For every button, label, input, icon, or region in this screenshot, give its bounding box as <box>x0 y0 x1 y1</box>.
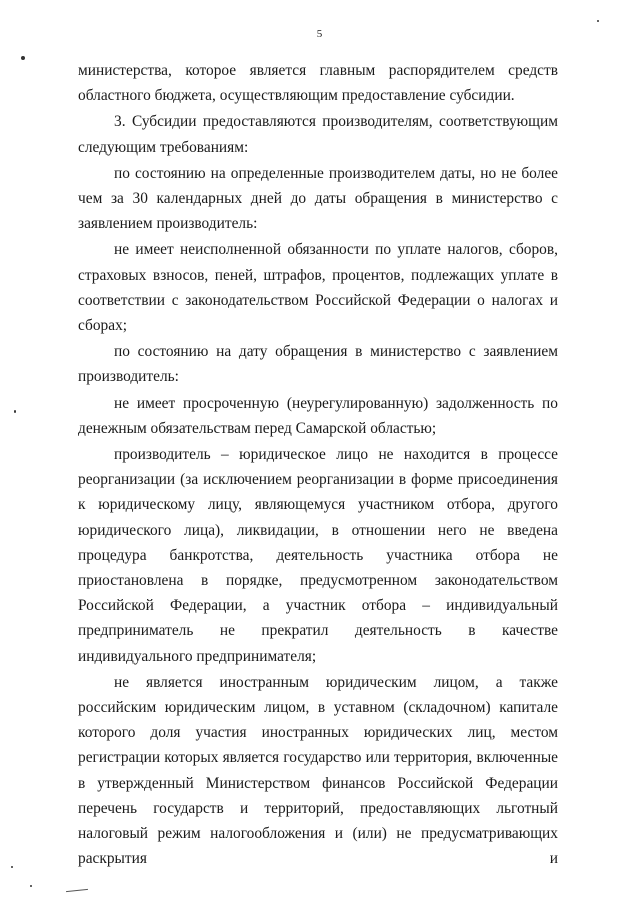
paragraph-overdue-debt: не имеет просроченную (неурегулированную) задолженность по денежным обязательствам перед Самарской областью; <box>78 394 558 437</box>
paragraph-tax-obligations: не имеет неисполненной обязанности по уплате налогов, сборов, страховых взносов, пеней, штрафов, процентов, подлежащих уплате в соответствии с законодательством Российской Федерации о налогах и сборах; <box>78 241 558 335</box>
scan-speck <box>21 56 25 60</box>
paragraph-ministry-continuation: министерства, которое является главным распорядителем средств областного бюджета, осуществляющим предоставление субсидии. <box>78 62 558 105</box>
paragraph-foreign-entity: не является иностранным юридическим лицом, а также российским юридическим лицом, в уставном (складочном) капитале которого доля участия иностранных юридических лиц, местом регистрации которых является государство или территория, включенные в утвержденный Министерством финансов Российской Федерации перечень государств и территорий, предоставляющих льготный налоговый режим налогообложения и (или) не предусматривающих раскрытия и <box>78 673 558 868</box>
scan-speck <box>14 410 16 413</box>
scan-speck <box>597 20 599 22</box>
paragraph-date-condition: по состоянию на определенные производителем даты, но не более чем за 30 календарных дней до даты обращения в министерство с заявлением производитель: <box>78 164 558 233</box>
page-number: 5 <box>316 28 323 40</box>
paragraph-reorganization: производитель – юридическое лицо не находится в процессе реорганизации (за исключением реорганизации в форме присоединения к юридическому лицу, являющемуся участником отбора, другого юридического лица), ликвидации, в отношении него не введена процедура банкротства, деятельность участника отбора не приостановлена в порядке, предусмотренном законодательством Российской Федерации, а участник отбора – индивидуальный предприниматель не прекратил деятельность в качестве индивидуального предпринимателя; <box>78 446 558 665</box>
paragraph-application-date: по состоянию на дату обращения в министерство с заявлением производитель: <box>78 343 558 386</box>
scan-speck <box>11 866 13 868</box>
scan-mark <box>66 889 88 892</box>
document-body <box>78 58 558 872</box>
paragraph-clause-3: 3. Субсидии предоставляются производителям, соответствующим следующим требованиям: <box>78 113 558 156</box>
scan-speck <box>30 885 32 887</box>
